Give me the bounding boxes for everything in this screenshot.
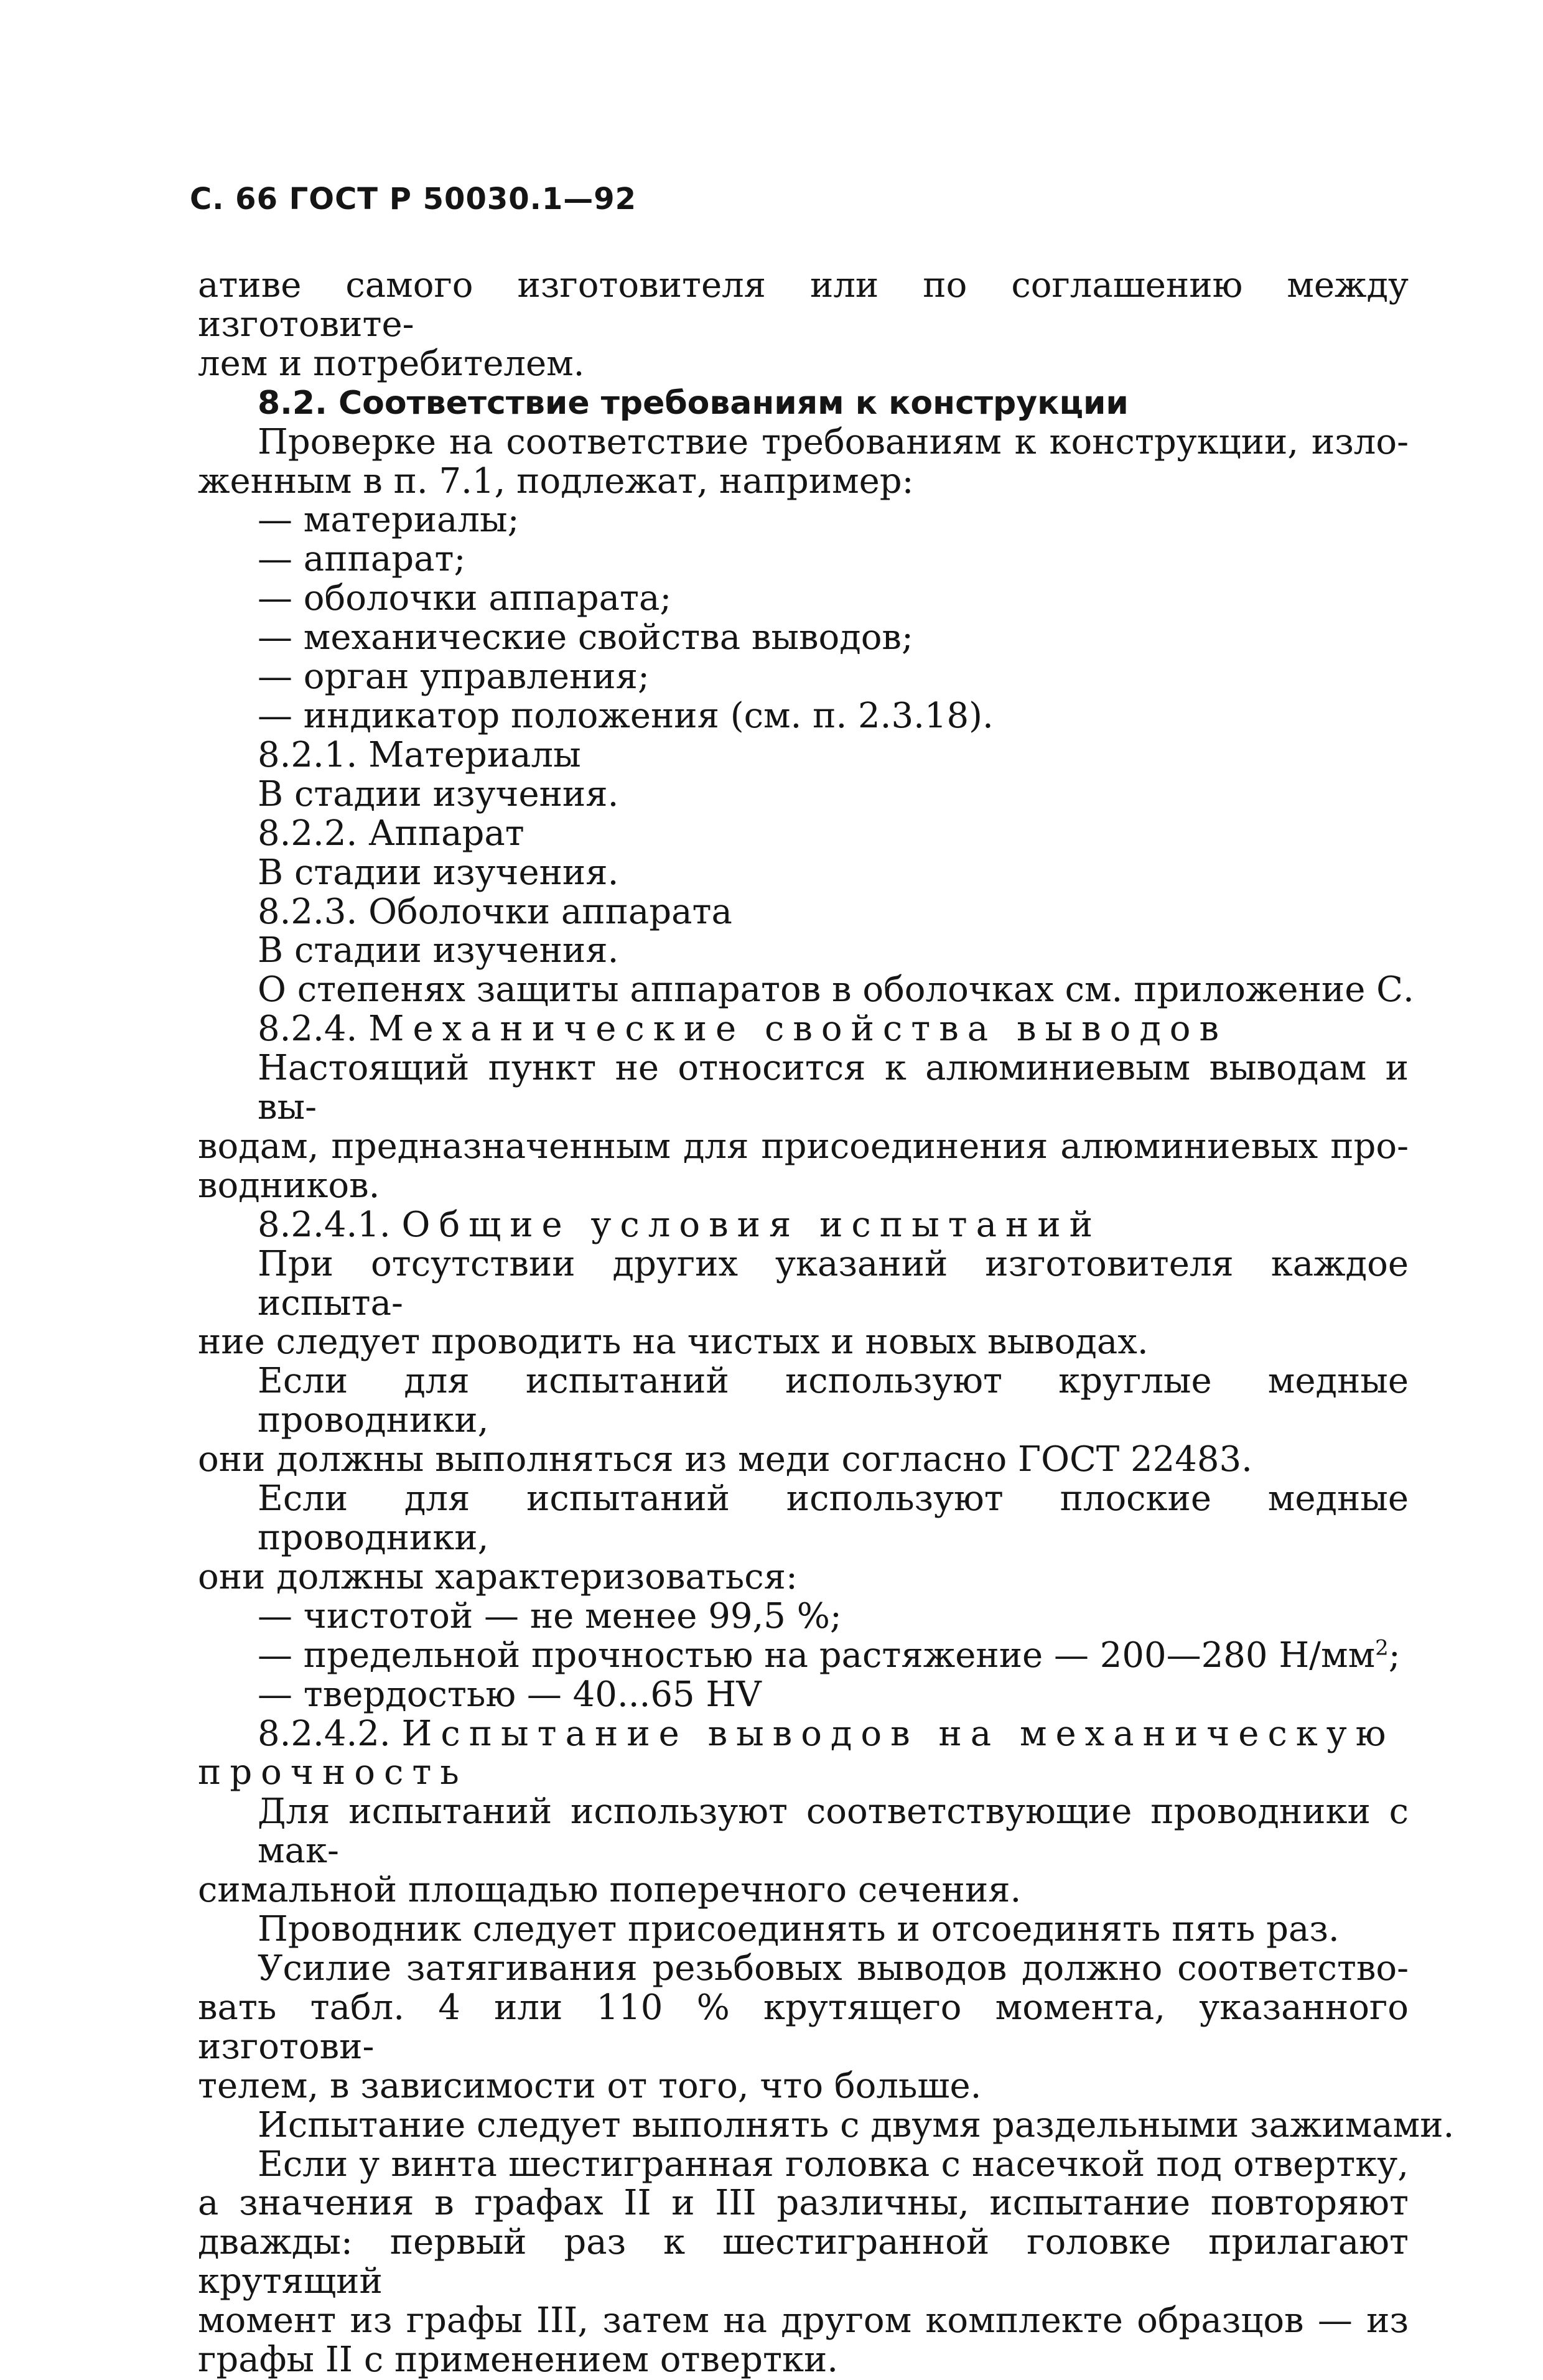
list-item-text: — предельной прочностью на растяжение — 200—280 Н/мм (258, 1635, 1376, 1676)
subsection-heading (198, 1715, 1409, 1754)
list-item: — оболочки аппарата; (258, 578, 672, 619)
subsection-heading: 8.2.1. Материалы (258, 734, 581, 775)
section-number: 8.2.4. (258, 1009, 358, 1050)
text-line: Испытание следует выполнять с двумя раздельными зажимами. (258, 2104, 1455, 2145)
text-line: В стадии изучения. (258, 930, 619, 971)
spaced-title: Механические свойства выводов (368, 1009, 1228, 1050)
list-item: — орган управления; (258, 656, 650, 698)
punctuation: ; (1388, 1635, 1401, 1676)
text-line: а значения в графах II и III различны, испытание повторяют (198, 2183, 1409, 2224)
subsection-heading: 8.2.3. Оболочки аппарата (258, 891, 732, 932)
list-item: — механические свойства выводов; (258, 617, 913, 658)
text-line: графы II с применением отвертки. (198, 2340, 839, 2380)
list-item: — материалы; (258, 500, 520, 541)
text-line: лем и потребителем. (198, 343, 585, 384)
text-line: Если для испытаний используют плоские медные проводники, (258, 1478, 1409, 1558)
spaced-title: Испытание выводов на механическую (401, 1713, 1395, 1754)
text-line: момент из графы III, затем на другом комплекте образцов — из (198, 2300, 1409, 2341)
subsection-heading (198, 1206, 1409, 1245)
text-line: При отсутствии других указаний изготовителя каждое испыта- (258, 1243, 1409, 1323)
text-line: они должны характеризоваться: (198, 1556, 798, 1597)
section-number: 8.2.4.2. (258, 1713, 391, 1754)
text-line: Проверке на соответствие требованиям к конструкции, изло- (258, 421, 1409, 462)
text-line: Для испытаний используют соответствующие проводники с мак- (258, 1791, 1409, 1872)
subsection-heading (198, 1010, 1409, 1049)
text-line: водам, предназначенным для присоединения алюминиевых про- (198, 1126, 1409, 1167)
list-item (198, 1636, 1409, 1676)
superscript: 2 (1375, 1635, 1389, 1661)
page-header: С. 66 ГОСТ Р 50030.1—92 (190, 182, 637, 217)
document-body (198, 265, 1455, 2380)
text-line: они должны выполняться из меди согласно ГОСТ 22483. (198, 1439, 1252, 1480)
subsection-heading: 8.2.2. Аппарат (258, 813, 524, 854)
text-line: О степенях защиты аппаратов в оболочках см. приложение С. (258, 969, 1414, 1010)
list-item: — индикатор положения (см. п. 2.3.18). (258, 695, 994, 736)
section-heading: 8.2. Соответствие требованиям к конструкции (258, 384, 1129, 422)
text-line: ние следует проводить на чистых и новых выводах. (198, 1322, 1149, 1363)
spaced-title: Общие условия испытаний (401, 1204, 1101, 1245)
text-line: Настоящий пункт не относится к алюминиевым выводам и вы- (258, 1048, 1409, 1128)
text-line: симальной площадью поперечного сечения. (198, 1870, 1022, 1911)
text-line: В стадии изучения. (258, 773, 619, 814)
text-line: Усилие затягивания резьбовых выводов должно соответство- (258, 1948, 1409, 1989)
text-line: водников. (198, 1165, 380, 1206)
text-line: вать табл. 4 или 110 % крутящего момента, указанного изготови- (198, 1987, 1409, 2067)
text-line: В стадии изучения. (258, 852, 619, 893)
text-line: ативе самого изготовителя или по соглашению между изготовите- (198, 265, 1409, 345)
spaced-title-continuation: прочность (198, 1752, 468, 1793)
text-line: женным в п. 7.1, подлежат, например: (198, 460, 914, 502)
text-line: Если для испытаний используют круглые медные проводники, (258, 1361, 1409, 1441)
list-item: — твердостью — 40...65 HV (258, 1674, 762, 1715)
text-line: дважды: первый раз к шестигранной головке прилагают крутящий (198, 2222, 1409, 2302)
section-number: 8.2.4.1. (258, 1204, 391, 1245)
text-line: телем, в зависимости от того, что больше. (198, 2065, 982, 2106)
list-item: — аппарат; (258, 539, 466, 580)
text-line: Проводник следует присоединять и отсоединять пять раз. (258, 1909, 1340, 1950)
text-line: Если у винта шестигранная головка с насечкой под отвертку, (258, 2144, 1409, 2185)
list-item: — чистотой — не менее 99,5 %; (258, 1595, 842, 1636)
